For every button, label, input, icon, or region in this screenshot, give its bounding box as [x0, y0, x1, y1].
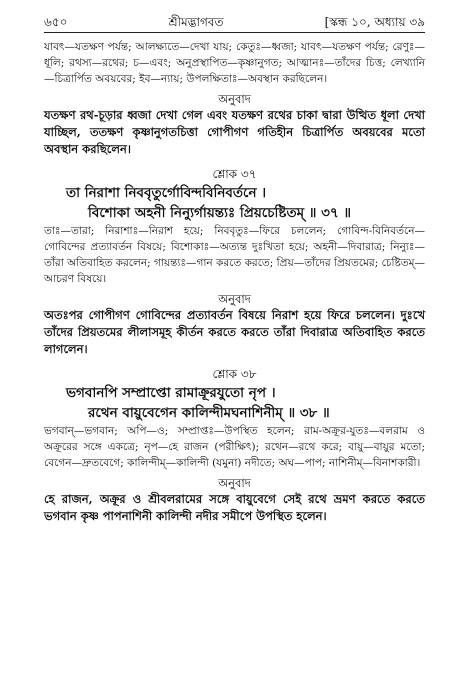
verse-38-line-1: ভগবানপি সম্প্রাপ্তো রামাক্রূরযুতো নৃপ ।	[66, 385, 276, 401]
verse-37-line-1: তা নিরাশা নিববৃতুর্গোবিন্দবিনিবর্তনে ।	[66, 185, 267, 201]
block-1	[44, 39, 425, 158]
verse-38-heading: শ্লোক ৩৮	[212, 367, 257, 381]
translation-label-38: অনুবাদ	[218, 476, 251, 490]
verse-37-line-2: বিশোকা অহনী নিন্যুর্গায়ন্ত্যঃ প্রিয়চেষ্টিতম্ ॥ ৩৭ ॥	[88, 205, 352, 221]
translation-label-1: অনুবাদ	[218, 92, 251, 106]
translation-38: হে রাজন, অক্রূর ও শ্রীবলরামের সঙ্গে বায়ুবেগে সেই রথে ভ্রমণ করতে করতে ভগবান কৃষ্ণ পাপনাশিনী কালিন্দী নদীর সমীপে উপস্থিত হলেন।	[44, 492, 425, 523]
verse-37-text	[44, 183, 425, 223]
synonyms-38: ভগবান্—ভগবান; অপি—ও; সম্প্রাপ্তঃ—উপস্থিত হলেন; রাম-অক্রূর-যুতঃ—বলরাম ও অক্রূরের সঙ্গে একত্রে; নৃপ—হে রাজন (পরীক্ষিৎ); রথেন—রথে করে; বায়ু—বায়ুর মতো; বেগেন—দ্রুতবেগে; কালিন্দীম্—কালিন্দী (যমুনা) নদীতে; অঘ—পাপ; নাশিনীম্—বিনাশকারী।	[44, 425, 425, 469]
verse-37	[44, 166, 425, 358]
section-reference: [স্কন্ধ ১০, অধ্যায় ৩৯	[324, 15, 425, 29]
page-number: ৬৫০	[44, 15, 68, 29]
verse-38-line-2: রথেন বায়ুবেগেন কালিন্দীমঘনাশিনীম্ ॥ ৩৮ ॥	[88, 405, 330, 421]
page-header	[44, 14, 425, 30]
synonyms-1: যাবৎ—যতক্ষণ পর্যন্ত; আলক্ষ্যতে—দেখা যায়; কেতুঃ—ধ্বজা; যাবৎ—যতক্ষণ পর্যন্ত; রেণুঃ—ধূলি; রথস্য—রথের; চ—এবং; অনুপ্রস্থাপিত—কৃষ্ণানুগত; আত্মানঃ—তাঁদের চিত্ত; লেখ্যানি—চিত্রার্পিত অবয়বের; ইব—ন্যায়; উপলক্ষিতাঃ—অবস্থান করছিলেন।	[44, 41, 425, 85]
translation-1: যতক্ষণ রথ-চূড়ার ধ্বজা দেখা গেল এবং যতক্ষণ রথের চাকা দ্বারা উত্থিত ধূলা দেখা যাচ্ছিল, ততক্ষণ কৃষ্ণানুগতচিত্তা গোপীগণ গতিহীন চিত্রার্পিত অবয়বের মতো অবস্থান করছিলেন।	[44, 108, 425, 156]
synonyms-37: তাঃ—তারা; নিরাশাঃ—নিরাশ হয়ে; নিববৃতুঃ—ফিরে চললেন; গোবিন্দ-বিনিবর্তনে—গোবিন্দের প্রত্যাবর্তন বিষয়ে; বিশোকাঃ—অত্যন্ত দুঃখিতা হয়ে; অহনী—দিবারাত্র; নিন্যুঃ—তাঁরা অতিবাহিত করলেন; গায়ন্ত্যঃ—গান করতে করতে; প্রিয়—তাঁদের প্রিয়তমের; চেষ্টিতম্—আচরণ বিষয়ে।	[44, 225, 425, 285]
verse-37-heading: শ্লোক ৩৭	[212, 167, 257, 181]
book-title: শ্রীমদ্ভাগবত	[168, 15, 224, 29]
verse-38-text	[44, 383, 425, 423]
verse-38	[44, 366, 425, 525]
translation-label-37: অনুবাদ	[218, 292, 251, 306]
translation-37: অতঃপর গোপীগণ গোবিন্দের প্রত্যাবর্তন বিষয়ে নিরাশ হয়ে ফিরে চললেন। দুঃখে তাঁদের প্রিয়তমের লীলাসমূহ কীর্তন করতে করতে তাঁরা দিবারাত্র অতিবাহিত করতে লাগলেন।	[44, 308, 425, 356]
header-rule	[44, 32, 425, 33]
